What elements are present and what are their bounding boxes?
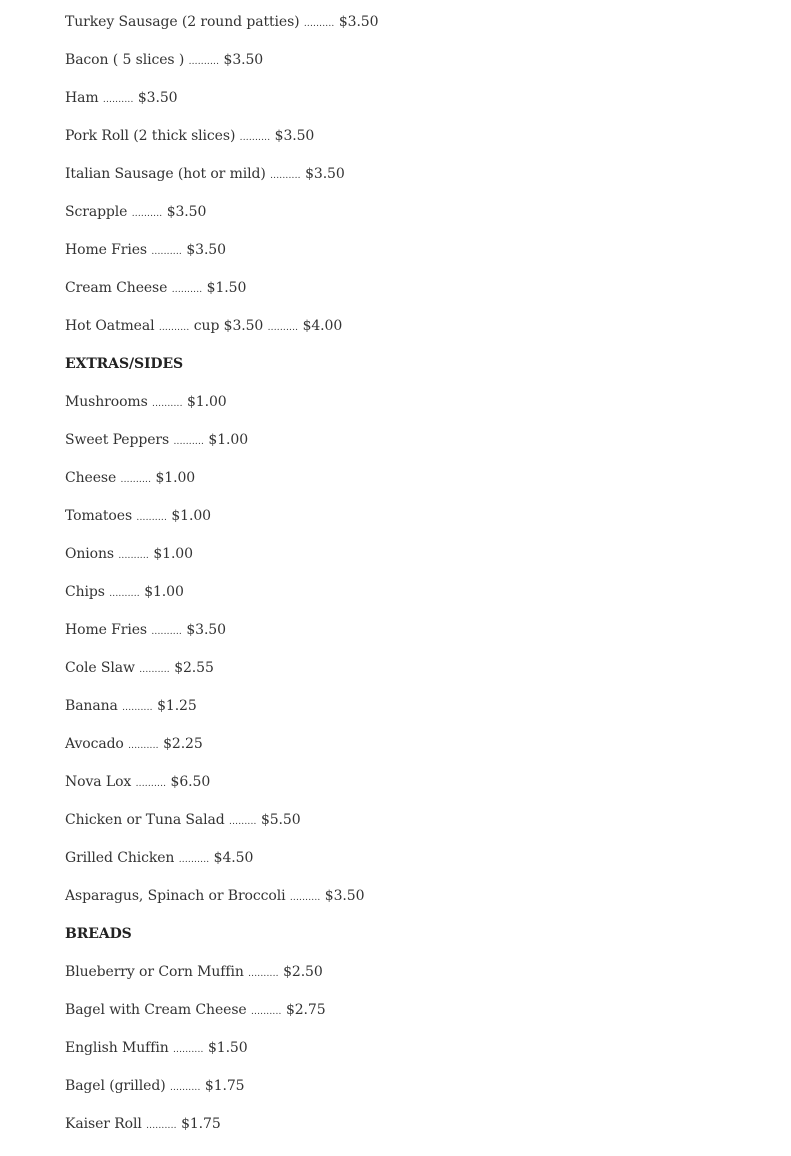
- item-name: Banana: [65, 698, 118, 714]
- dot-leader: ..........: [303, 19, 335, 29]
- extra-item-tomatoes: [65, 507, 765, 545]
- item-name: Avocado: [65, 736, 124, 752]
- dot-leader: ..........: [250, 1007, 282, 1017]
- dot-leader: ..........: [122, 703, 153, 713]
- extra-item-chips: [65, 583, 765, 621]
- dot-leader: ..........: [102, 95, 134, 105]
- extra-item-mushrooms: [65, 393, 765, 431]
- dot-leader: ..........: [118, 551, 149, 561]
- dot-leader: ..........: [172, 1045, 204, 1055]
- item-price: $3.50: [186, 242, 226, 258]
- item-name: Ham: [65, 90, 99, 106]
- item-name: Hot Oatmeal: [65, 318, 155, 334]
- item-name: Turkey Sausage (2 round patties): [65, 14, 300, 30]
- item-price: $1.00: [187, 394, 227, 410]
- item-price: $2.25: [163, 736, 203, 752]
- extra-item-avocado: [65, 735, 765, 773]
- item-price: $6.50: [170, 774, 211, 790]
- item-name: Tomatoes: [65, 508, 133, 524]
- item-price: $1.00: [144, 584, 184, 600]
- item-name: Bagel with Cream Cheese: [65, 1002, 247, 1018]
- dot-leader: ..........: [178, 855, 210, 865]
- item-price: $1.00: [155, 470, 196, 486]
- item-price: $3.50: [137, 90, 178, 106]
- extra-item-cheese: [65, 469, 765, 507]
- menu-item-scrapple: [65, 203, 765, 241]
- item-name: Chicken or Tuna Salad: [65, 812, 225, 828]
- item-price: $1.50: [206, 280, 247, 296]
- extra-item-banana: [65, 697, 765, 735]
- dot-leader: ..........: [158, 323, 190, 333]
- item-price: $2.75: [285, 1002, 326, 1018]
- dot-leader: ..........: [128, 741, 159, 751]
- dot-leader: ..........: [289, 893, 321, 903]
- menu-item-pork-roll: [65, 127, 765, 165]
- item-name: Italian Sausage (hot or mild): [65, 166, 266, 182]
- menu-item-hot-oatmeal: [65, 317, 765, 355]
- item-price: $1.50: [207, 1040, 248, 1056]
- item-name: Home Fries: [65, 242, 148, 258]
- bread-item-english-muffin: [65, 1039, 765, 1077]
- item-price: $3.50: [166, 204, 207, 220]
- item-name: English Muffin: [65, 1040, 169, 1056]
- extra-item-grilled-chicken: [65, 849, 765, 887]
- bread-item-muffin: [65, 963, 765, 1001]
- extra-item-chicken-or-tuna-salad: [65, 811, 765, 849]
- item-price: $5.50: [260, 812, 301, 828]
- item-price: $3.50: [274, 128, 315, 144]
- item-price: cup $3.50: [193, 318, 264, 334]
- item-price: $1.75: [181, 1116, 221, 1132]
- item-name: Cheese: [65, 470, 117, 486]
- item-price: $1.00: [153, 546, 193, 562]
- dot-leader: ..........: [151, 247, 182, 257]
- item-price: $3.50: [305, 166, 345, 182]
- menu-item-bacon: [65, 51, 765, 89]
- item-price-large: $4.00: [302, 318, 343, 334]
- item-price: $4.50: [213, 850, 254, 866]
- item-name: Scrapple: [65, 204, 128, 220]
- extra-item-nova-lox: [65, 773, 765, 811]
- dot-leader: ..........: [188, 57, 220, 67]
- item-price: $1.00: [171, 508, 211, 524]
- item-name: Onions: [65, 546, 115, 562]
- item-name: Home Fries: [65, 622, 148, 638]
- menu-item-turkey-sausage: [65, 13, 765, 51]
- extra-item-sweet-peppers: [65, 431, 765, 469]
- dot-leader: ..........: [139, 665, 170, 675]
- extra-item-asparagus-spinach-broccoli: [65, 887, 765, 925]
- item-price: $3.50: [223, 52, 264, 68]
- dot-leader: ..........: [151, 627, 182, 637]
- dot-leader: ..........: [239, 133, 271, 143]
- dot-leader: ..........: [173, 437, 205, 447]
- extra-item-onions: [65, 545, 765, 583]
- extra-item-cole-slaw: [65, 659, 765, 697]
- section-heading-breads: BREADS: [65, 926, 132, 942]
- item-price: $2.55: [174, 660, 214, 676]
- dot-leader: ..........: [267, 323, 299, 333]
- dot-leader: ..........: [169, 1083, 201, 1093]
- extra-item-home-fries: [65, 621, 765, 659]
- dot-leader: ..........: [109, 589, 140, 599]
- item-price: $1.00: [208, 432, 249, 448]
- dot-leader: .........: [229, 817, 257, 827]
- dot-leader: ..........: [171, 285, 203, 295]
- item-name: Chips: [65, 584, 105, 600]
- item-name: Grilled Chicken: [65, 850, 175, 866]
- item-price: $1.25: [157, 698, 197, 714]
- dot-leader: ..........: [136, 513, 167, 523]
- item-price: $3.50: [186, 622, 226, 638]
- dot-leader: ..........: [120, 475, 152, 485]
- item-price: $1.75: [204, 1078, 245, 1094]
- item-price: $3.50: [324, 888, 365, 904]
- section-heading-extras-sides: EXTRAS/SIDES: [65, 356, 184, 372]
- bread-item-kaiser-roll: [65, 1115, 765, 1153]
- menu-item-italian-sausage: [65, 165, 765, 203]
- item-name: Sweet Peppers: [65, 432, 170, 448]
- item-price: $2.50: [283, 964, 323, 980]
- item-price: $3.50: [338, 14, 379, 30]
- menu-item-ham: [65, 89, 765, 127]
- dot-leader: ..........: [131, 209, 163, 219]
- menu-item-home-fries: [65, 241, 765, 279]
- item-name: Mushrooms: [65, 394, 148, 410]
- item-name: Bagel (grilled): [65, 1078, 166, 1094]
- item-name: Bacon ( 5 slices ): [65, 52, 185, 68]
- dot-leader: ..........: [270, 171, 301, 181]
- item-name: Kaiser Roll: [65, 1116, 142, 1132]
- item-name: Nova Lox: [65, 774, 132, 790]
- dot-leader: ..........: [152, 399, 183, 409]
- menu-list: [65, 13, 765, 1153]
- item-name: Cole Slaw: [65, 660, 135, 676]
- item-name: Asparagus, Spinach or Broccoli: [65, 888, 286, 904]
- bread-item-bagel-cream-cheese: [65, 1001, 765, 1039]
- dot-leader: ..........: [146, 1121, 177, 1131]
- menu-item-cream-cheese: [65, 279, 765, 317]
- bread-item-bagel-grilled: [65, 1077, 765, 1115]
- item-name: Blueberry or Corn Muffin: [65, 964, 244, 980]
- dot-leader: ..........: [135, 779, 167, 789]
- dot-leader: ..........: [248, 969, 279, 979]
- item-name: Cream Cheese: [65, 280, 168, 296]
- item-name: Pork Roll (2 thick slices): [65, 128, 236, 144]
